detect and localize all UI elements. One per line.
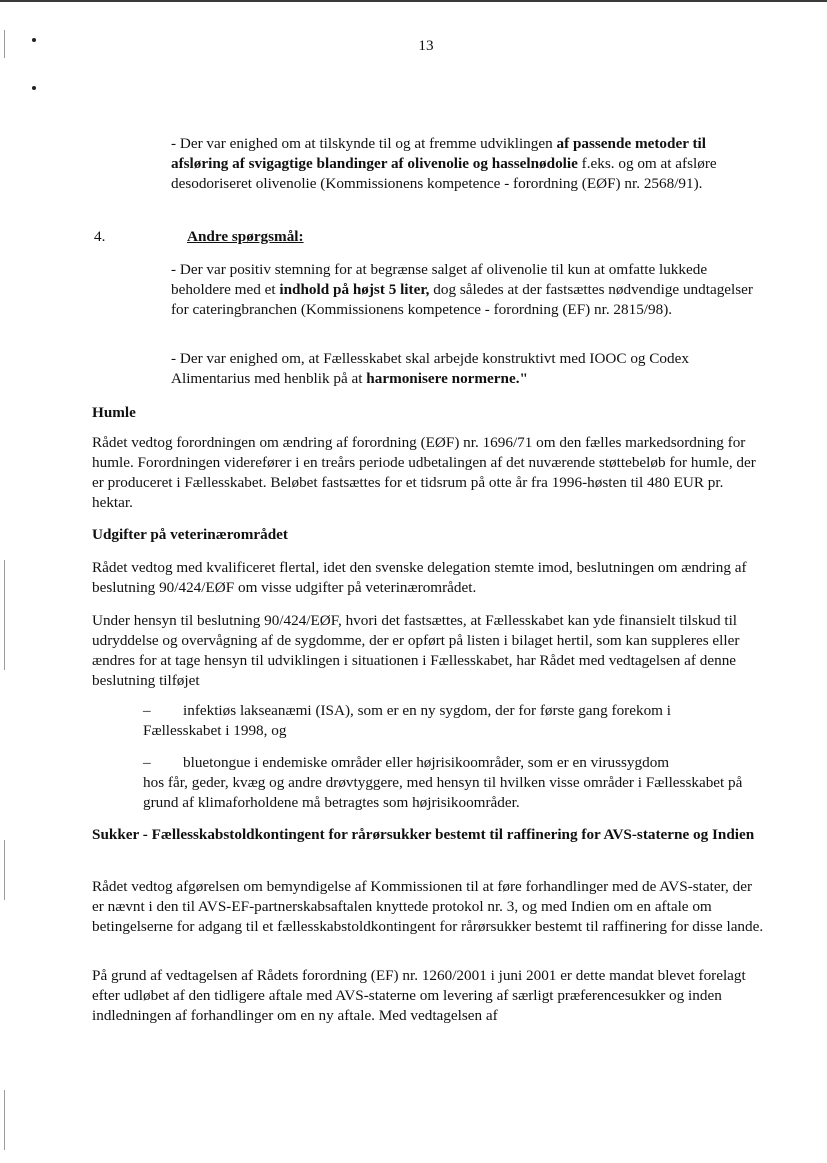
bullet-harmonise-norms bbox=[171, 349, 761, 389]
bullet-emphasis: harmonisere normerne." bbox=[366, 370, 528, 387]
paragraph-veterinary-2: Under hensyn til beslutning 90/424/EØF, hvori det fastsættes, at Fællesskabet kan yde finansielt tilskud til udryddelse og overvågning af de sygdomme, der er opført på listen i bilaget hertil, som kan suppleres eller ændres for at tage hensyn til udviklingen i situationen i Fællesskabet, har Rådet med vedtagelsen af denne beslutning tilføjet bbox=[92, 612, 740, 689]
dash-marker: – bbox=[143, 702, 151, 719]
bullet-text: - Der var enighed om at tilskynde til og at fremme udviklingen bbox=[171, 135, 557, 152]
dash-item-text: Fællesskabet i 1998, og bbox=[143, 722, 287, 739]
dash-item-text: hos får, geder, kvæg og andre drøvtyggere, med hensyn til hvilken visse områder i Fællesskabet på grund af klimaforholdene må betragtes som højrisikoområder. bbox=[143, 774, 743, 811]
dash-item-text: infektiøs lakseanæmi (ISA), som er en ny sygdom, der for første gang forekom i bbox=[183, 702, 672, 719]
paragraph-sukker-1: Rådet vedtog afgørelsen om bemyndigelse af Kommissionen til at føre forhandlinger med de AVS-stater, der er nævnt i den til AVS-EF-partnerskabsaftalen knyttede protokol nr. 3, og med Indien om en aftale om betingelserne for adgang til et fællesskabstoldkontingent for rårørsukker bestemt til raffinering for disse lande. bbox=[92, 878, 764, 935]
scan-edge-mark bbox=[4, 840, 5, 900]
bullet-text: - Der var enighed om, at Fællesskabet skal arbejde konstruktivt med IOOC og Codex Alimentarius med henblik på at bbox=[171, 350, 689, 387]
bullet-text: - Der var positiv stemning for at begrænse salget af olivenolie til kun at omfatte lukkede beholdere med et bbox=[171, 261, 708, 298]
dash-item-isa bbox=[143, 701, 743, 741]
scan-edge-mark bbox=[4, 560, 5, 670]
bullet-emphasis: af passende metoder til afsløring af svigagtige blandinger af olivenolie og hasselnødolie bbox=[171, 135, 706, 172]
paragraph-veterinary-1: Rådet vedtog med kvalificeret flertal, idet den svenske delegation stemte imod, beslutningen om ændring af beslutning 90/424/EØF om visse udgifter på veterinærområdet. bbox=[92, 559, 747, 596]
dash-item-bluetongue bbox=[143, 753, 743, 813]
dash-item-text: bluetongue i endemiske områder eller højrisikoområder, som er en virussygdom bbox=[183, 754, 670, 771]
heading-veterinary: Udgifter på veterinærområdet bbox=[92, 526, 288, 543]
page-number: 13 bbox=[418, 37, 434, 54]
scan-top-border bbox=[0, 0, 827, 2]
bullet-emphasis: indhold på højst 5 liter, bbox=[279, 281, 430, 298]
bullet-container-limit bbox=[171, 260, 761, 320]
scan-edge-mark bbox=[4, 1090, 5, 1150]
bullet-text: dog således at der fastsættes nødvendige undtagelser for cateringbranchen (Kommissionens kompetence - forordning (EF) nr. 2815/98). bbox=[171, 281, 753, 318]
heading-humle: Humle bbox=[92, 404, 136, 421]
bullet-olive-oil-methods bbox=[171, 134, 761, 194]
bullet-text: f.eks. og om at afsløre desodoriseret olivenolie (Kommissionens kompetence - forordning (EØF) nr. 2568/91). bbox=[171, 155, 717, 192]
section-number: 4. bbox=[94, 228, 106, 245]
heading-sukker: Sukker - Fællesskabstoldkontingent for rårørsukker bestemt til raffinering for AVS-staterne og Indien bbox=[92, 826, 755, 843]
dash-marker: – bbox=[143, 754, 151, 771]
section-title: Andre spørgsmål: bbox=[187, 228, 304, 245]
paragraph-humle: Rådet vedtog forordningen om ændring af forordning (EØF) nr. 1696/71 om den fælles markedsordning for humle. Forordningen viderefører i en treårs periode udbetalingen af det nuværende støttebeløb for humle, der er produceret i Fællesskabet. Beløbet fastsættes for et tidsrum på otte år fra 1996-høsten til 480 EUR pr. hektar. bbox=[92, 434, 756, 511]
scan-speck bbox=[32, 86, 36, 90]
paragraph-sukker-2: På grund af vedtagelsen af Rådets forordning (EF) nr. 1260/2001 i juni 2001 er dette mandat blevet forelagt efter udløbet af den tidligere aftale med AVS-staterne om levering af særligt præferencesukker og inden indledningen af forhandlinger om en ny aftale. Med vedtagelsen af bbox=[92, 967, 746, 1024]
